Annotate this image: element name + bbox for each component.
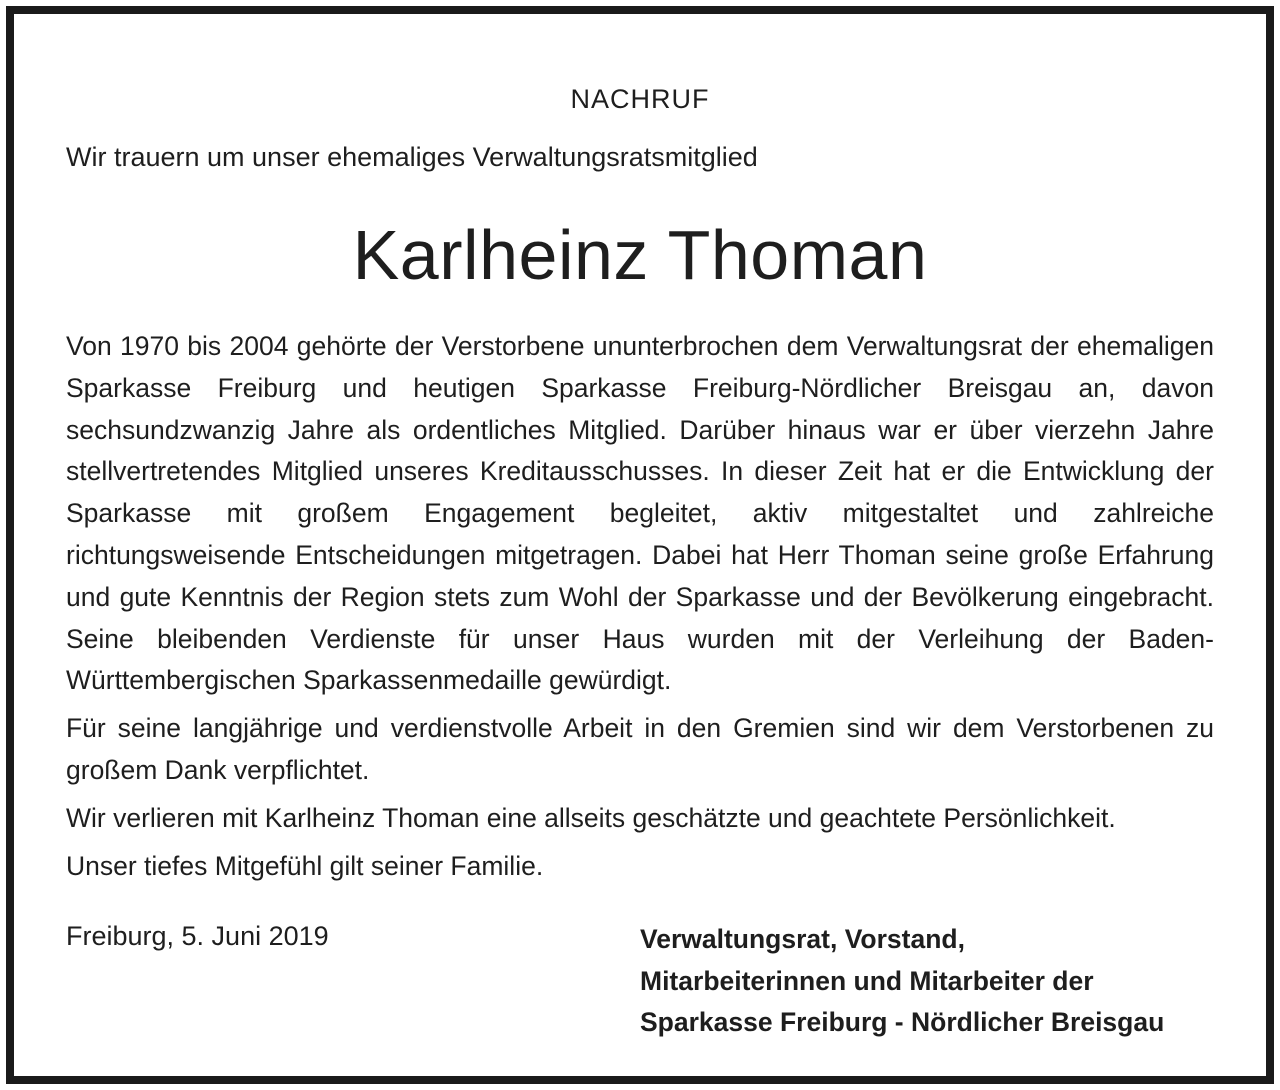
biography-paragraph: Von 1970 bis 2004 gehörte der Verstorbene ununterbrochen dem Verwaltungsrat der ehemaligen Sparkasse Freiburg und heutigen Sparkasse Freiburg-Nördlicher Breisgau an, davon sechsundzwanzig Jahre als ordentliches Mitglied. Darüber hinaus war er über vierzehn Jahre stellvertretendes Mitglied unseres Kreditausschusses. In dieser Zeit hat er die Entwicklung der Sparkasse mit großem Engagement begleitet, aktiv mitgestaltet und zahlreiche richtungsweisende Entscheidungen mitgetragen. Dabei hat Herr Thoman seine große Erfahrung und gute Kenntnis der Region stets zum Wohl der Sparkasse und der Bevölkerung eingebracht. Seine bleibenden Verdienste für unser Haus wurden mit der Verleihung der Baden-Württembergischen Sparkassenmedaille gewürdigt.: [66, 331, 1214, 696]
signature-block: [640, 919, 1164, 1044]
obituary-notice: [6, 6, 1274, 1084]
place-date: Freiburg, 5. Juni 2019: [66, 921, 329, 951]
signature-line: Verwaltungsrat, Vorstand,: [640, 924, 965, 954]
tribute-paragraph: Wir verlieren mit Karlheinz Thoman eine allseits geschätzte und geachtete Persönlichkeit.: [66, 802, 1116, 833]
notice-heading: NACHRUF: [570, 84, 710, 114]
condolence-paragraph: Unser tiefes Mitgefühl gilt seiner Familie.: [66, 850, 544, 881]
signature-line: Sparkasse Freiburg - Nördlicher Breisgau: [640, 1007, 1165, 1037]
thanks-paragraph: Für seine langjährige und verdienstvolle Arbeit in den Gremien sind wir dem Verstorbenen zu großem Dank verpflichtet.: [66, 713, 1214, 785]
notice-content: [66, 14, 1214, 1076]
intro-line: Wir trauern um unser ehemaliges Verwaltungsratsmitglied: [66, 142, 758, 172]
signature-line: Mitarbeiterinnen und Mitarbeiter der: [640, 965, 1094, 996]
notice-body: [66, 326, 1214, 887]
deceased-name: Karlheinz Thoman: [352, 216, 928, 294]
